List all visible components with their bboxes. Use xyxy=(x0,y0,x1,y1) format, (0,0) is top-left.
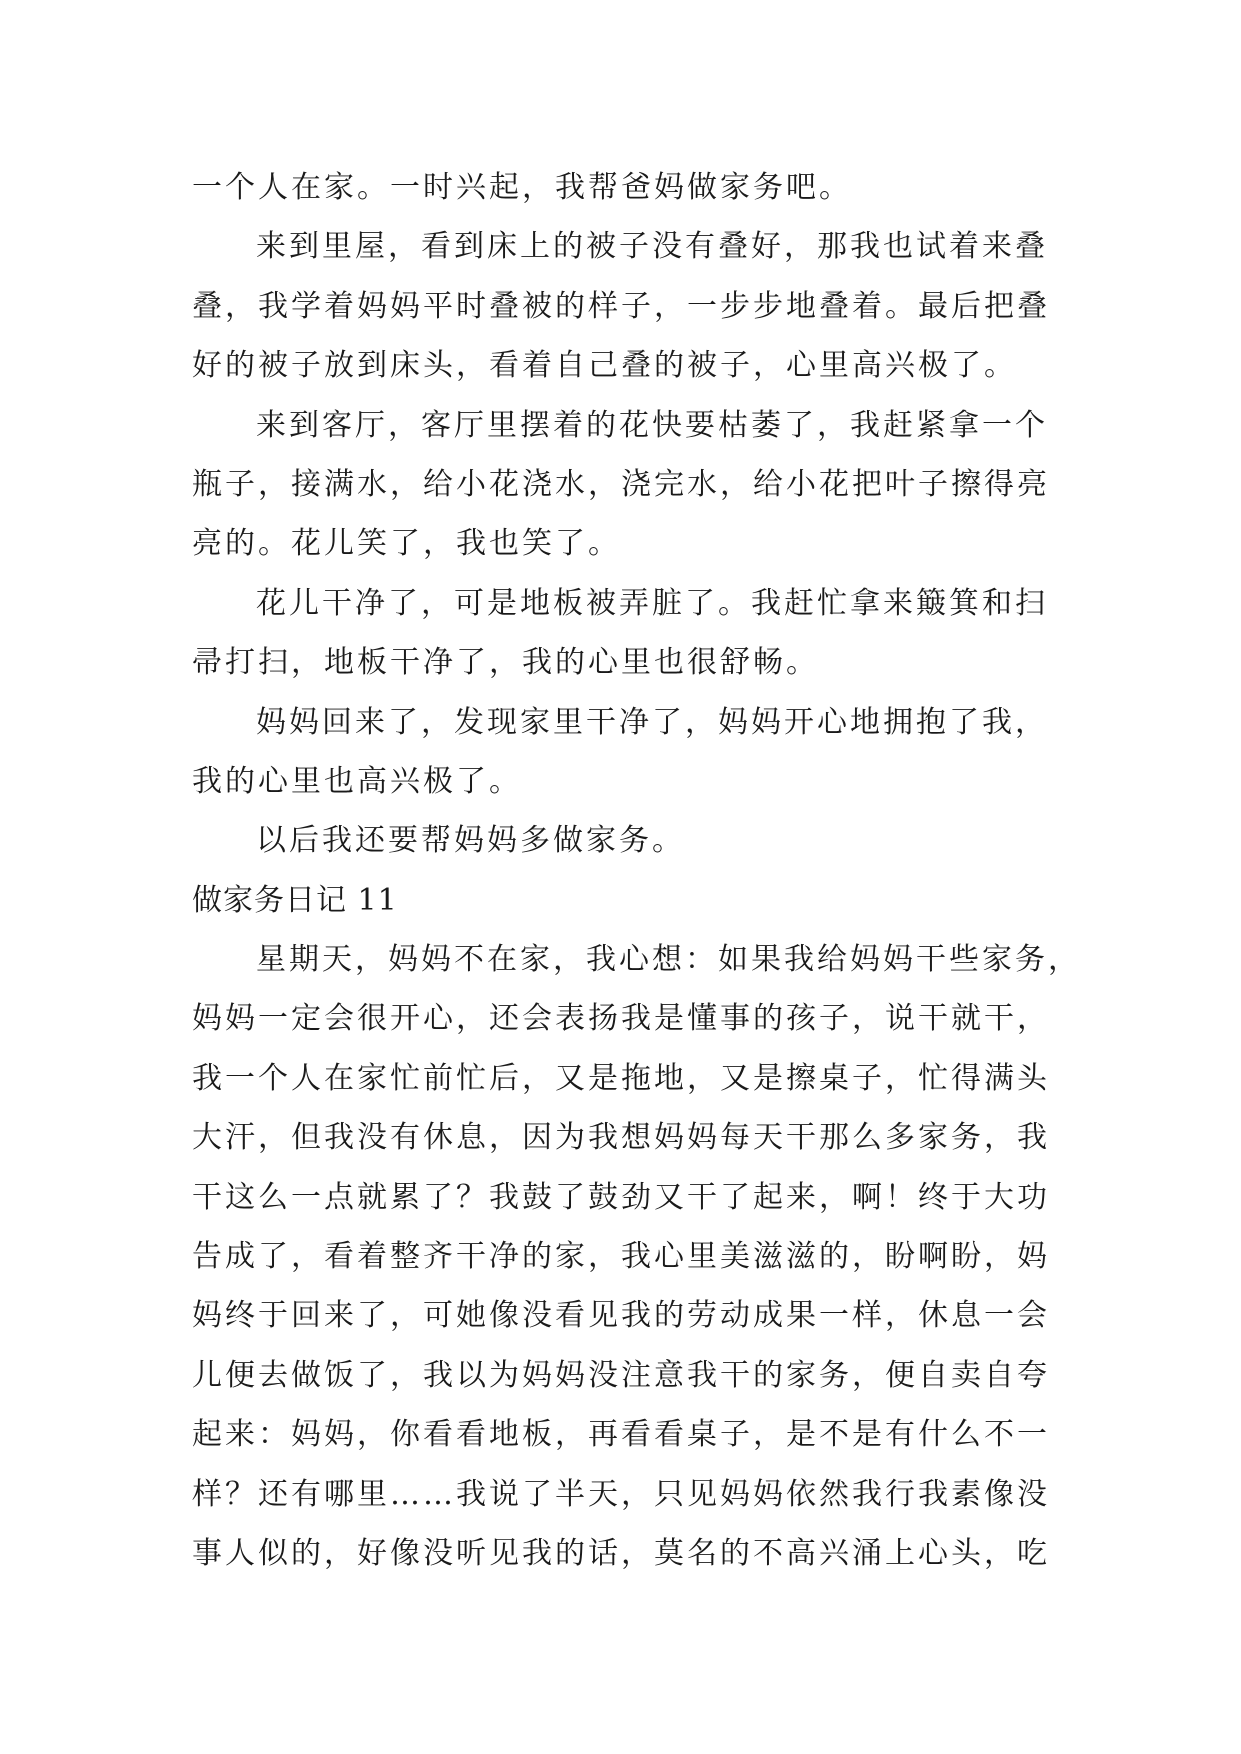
text-line: 儿便去做饭了，我以为妈妈没注意我干的家务，便自卖自夸 xyxy=(192,1357,1050,1393)
text-line: 大汗，但我没有休息，因为我想妈妈每天干那么多家务，我 xyxy=(192,1120,1050,1156)
paragraph-first-line: 妈妈回来了，发现家里干净了，妈妈开心地拥抱了我， xyxy=(256,704,1048,740)
paragraph-first-line: 来到里屋，看到床上的被子没有叠好，那我也试着来叠 xyxy=(256,229,1048,265)
text-line: 叠，我学着妈妈平时叠被的样子，一步步地叠着。最后把叠 xyxy=(192,288,1050,324)
text-line: 亮的。花儿笑了，我也笑了。 xyxy=(192,526,621,562)
text-line: 干这么一点就累了？我鼓了鼓劲又干了起来，啊！终于大功 xyxy=(192,1179,1050,1215)
text-line: 告成了，看着整齐干净的家，我心里美滋滋的，盼啊盼，妈 xyxy=(192,1239,1050,1275)
text-line: 帚打扫，地板干净了，我的心里也很舒畅。 xyxy=(192,645,819,681)
text-line: 妈妈一定会很开心，还会表扬我是懂事的孩子，说干就干， xyxy=(192,1001,1050,1037)
paragraph-first-line: 花儿干净了，可是地板被弄脏了。我赶忙拿来簸箕和扫 xyxy=(256,585,1048,621)
section-heading: 做家务日记 11 xyxy=(192,882,398,918)
text-line: 好的被子放到床头，看着自己叠的被子，心里高兴极了。 xyxy=(192,348,1017,384)
text-line: 起来：妈妈，你看看地板，再看看桌子，是不是有什么不一 xyxy=(192,1417,1050,1453)
text-line: 我的心里也高兴极了。 xyxy=(192,763,522,799)
paragraph-first-line: 星期天，妈妈不在家，我心想：如果我给妈妈干些家务， xyxy=(256,942,1081,978)
text-line: 一个人在家。一时兴起，我帮爸妈做家务吧。 xyxy=(192,170,852,205)
text-line: 我一个人在家忙前忙后，又是拖地，又是擦桌子，忙得满头 xyxy=(192,1060,1050,1096)
text-line: 事人似的，好像没听见我的话，莫名的不高兴涌上心头，吃 xyxy=(192,1535,1050,1571)
document-body xyxy=(192,158,1081,1583)
paragraph-first-line: 来到客厅，客厅里摆着的花快要枯萎了，我赶紧拿一个 xyxy=(256,407,1048,443)
text-line: 瓶子，接满水，给小花浇水，浇完水，给小花把叶子擦得亮 xyxy=(192,466,1050,502)
text-line: 样？还有哪里……我说了半天，只见妈妈依然我行我素像没 xyxy=(192,1476,1050,1512)
paragraph-first-line: 以后我还要帮妈妈多做家务。 xyxy=(256,823,685,859)
text-line: 妈终于回来了，可她像没看见我的劳动成果一样，休息一会 xyxy=(192,1298,1050,1334)
